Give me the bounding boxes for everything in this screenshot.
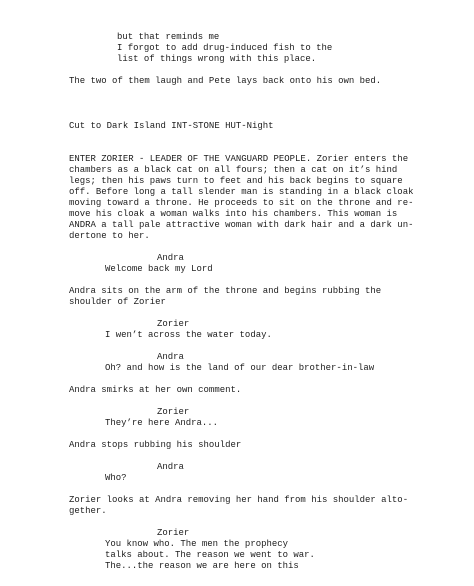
scene-heading: Cut to Dark Island INT-STONE HUT-Night [69, 120, 274, 131]
continued-dialogue-line: but that reminds me [117, 32, 220, 42]
action-line: chambers as a black cat on all fours; then a cat on it’s hind [69, 164, 398, 175]
action-line: dertone to her. [69, 230, 150, 241]
action-line: gether. [69, 505, 107, 516]
dialogue-line: The...the reason we are here on this [105, 561, 299, 571]
action-line: ENTER ZORIER - LEADER OF THE VANGUARD PEOPLE. Zorier enters the [69, 153, 409, 164]
dialogue-line: Oh? and how is the land of our dear brother-in-law [105, 362, 375, 373]
action-line: move his cloak a woman walks into his chambers. This woman is [69, 208, 398, 219]
action-line: Zorier looks at Andra removing her hand from his shoulder alto- [69, 494, 409, 505]
character-cue: Andra [157, 252, 184, 263]
action-line: The two of them laugh and Pete lays back onto his own bed. [69, 76, 382, 86]
action-line: ANDRA a tall pale attractive woman with dark hair and a dark un- [69, 219, 414, 230]
dialogue-line: talks about. The reason we went to war. [105, 549, 315, 560]
action-line: shoulder of Zorier [69, 296, 166, 307]
dialogue-line: You know who. The men the prophecy [105, 538, 288, 549]
action-line: Andra stops rubbing his shoulder [69, 439, 242, 450]
character-cue: Andra [157, 351, 184, 362]
action-line: legs; then his paws turn to feet and his back begins to square [69, 175, 403, 186]
character-cue: Andra [157, 461, 184, 472]
action-line: Andra smirks at her own comment. [69, 384, 242, 395]
action-line: off. Before long a tall slender man is standing in a black cloak [69, 186, 414, 197]
dialogue-line: I wen’t across the water today. [105, 329, 272, 340]
dialogue-line: They’re here Andra... [105, 417, 219, 428]
dialogue-line: Who? [105, 472, 127, 483]
action-line: moving toward a throne. He proceeds to sit on the throne and re- [69, 197, 414, 208]
action-line: Andra sits on the arm of the throne and begins rubbing the [69, 285, 382, 296]
continued-dialogue-line: I forgot to add drug-induced fish to the [117, 43, 333, 53]
character-cue: Zorier [157, 406, 190, 417]
continued-dialogue-line: list of things wrong with this place. [117, 54, 317, 64]
character-cue: Zorier [157, 527, 190, 538]
character-cue: Zorier [157, 318, 190, 329]
dialogue-line: Welcome back my Lord [105, 263, 213, 274]
